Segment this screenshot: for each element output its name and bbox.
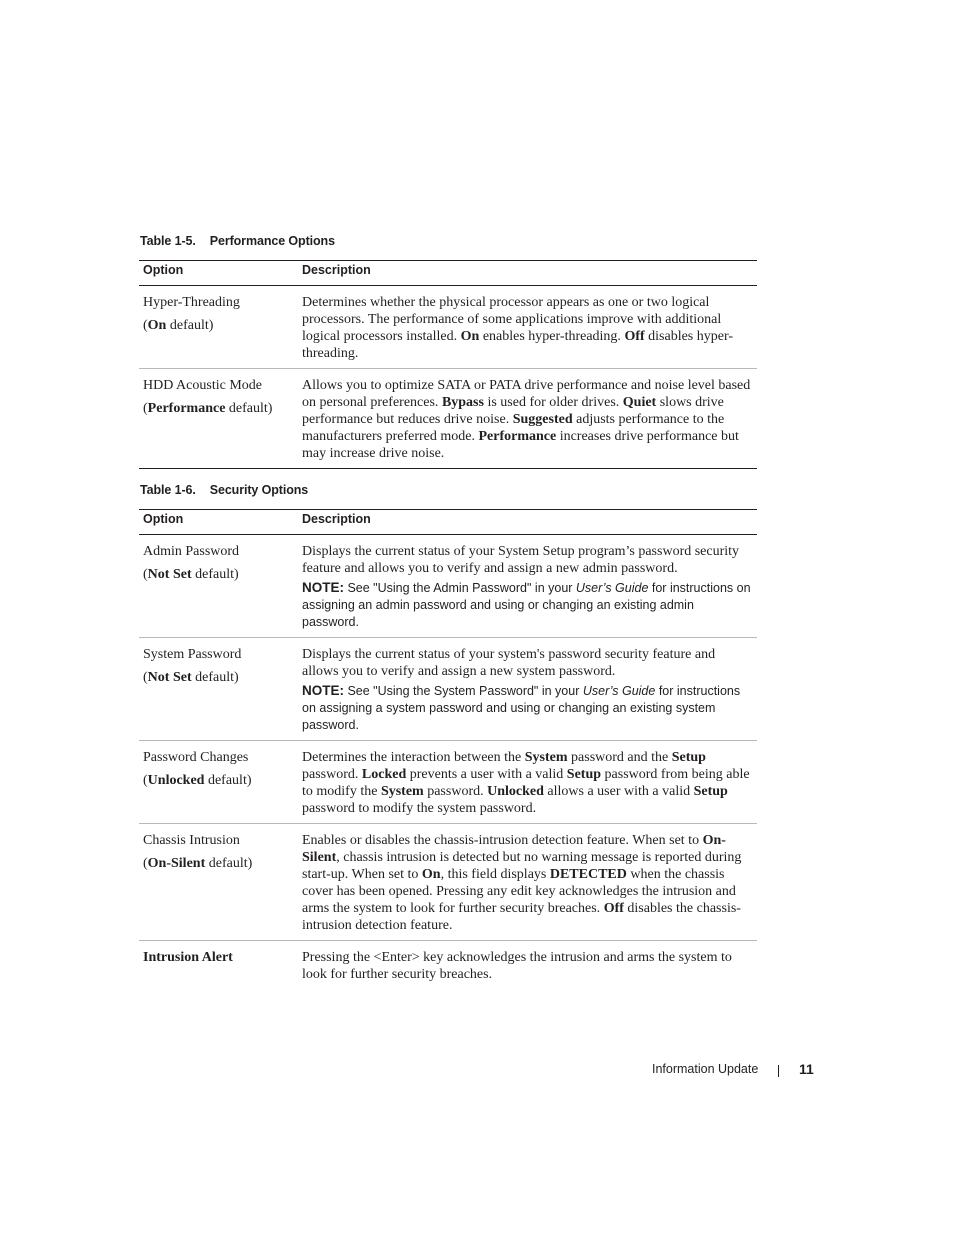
note-label: NOTE: <box>302 580 344 595</box>
header-description: Description <box>298 261 757 286</box>
bold-term: On <box>421 867 441 882</box>
italic-term: User’s Guide <box>582 684 656 698</box>
header-option: Option <box>139 510 298 535</box>
bold-term: Performance <box>478 429 557 444</box>
text-run: Determines whether the physical processor appears as one or two logical processors. The performance of some applications improve with additional logical processors installed. <box>302 295 722 344</box>
paren-open: ( <box>143 567 148 582</box>
option-name: System Password <box>143 647 242 662</box>
text-run: password. <box>302 767 362 782</box>
text-run: for instructions on assigning a system password and using or changing an existing system password. <box>302 684 741 732</box>
default-suffix: default) <box>166 318 214 333</box>
footer-separator <box>778 1065 779 1077</box>
table-row <box>139 535 757 638</box>
bold-term: On <box>460 329 480 344</box>
text-run: allows a user with a valid <box>543 784 694 799</box>
text-run: slows drive performance but reduces drive noise. <box>302 395 724 427</box>
option-cell <box>139 286 298 369</box>
note <box>302 682 753 734</box>
description-text <box>302 377 753 462</box>
option-default <box>143 855 294 872</box>
text-run: Displays the current status of your System Setup program’s password security feature and allows you to verify and assign a new admin password. <box>302 544 740 576</box>
bold-term: Setup <box>693 784 728 799</box>
option-cell <box>139 824 298 941</box>
security-options-table <box>139 509 757 989</box>
paren-open: ( <box>143 670 148 685</box>
option-default <box>143 669 294 686</box>
text-run: when the chassis cover has been opened. Pressing any edit key acknowledges the intrusion and arms the system to look for further security breaches. <box>302 867 736 916</box>
page-number: 11 <box>799 1061 814 1077</box>
bold-term: System <box>380 784 424 799</box>
option-name: HDD Acoustic Mode <box>143 378 262 393</box>
table-caption-title: Security Options <box>209 483 309 497</box>
text-run: Determines the interaction between the <box>302 750 525 765</box>
table-caption-security <box>140 483 308 497</box>
bold-term: Setup <box>671 750 706 765</box>
bold-term: System <box>524 750 568 765</box>
table-caption-number: Table 1-6. <box>140 483 196 497</box>
paren-open: ( <box>143 856 148 871</box>
option-name: Hyper-Threading <box>143 295 240 310</box>
paren-open: ( <box>143 773 148 788</box>
bold-term: Locked <box>361 767 407 782</box>
option-name: Intrusion Alert <box>143 950 233 965</box>
description-cell <box>298 535 757 638</box>
option-name: Admin Password <box>143 544 240 559</box>
option-cell <box>139 741 298 824</box>
text-run: adjusts performance to the manufacturers preferred mode. <box>302 412 725 444</box>
text-run: disables the chassis-intrusion detection feature. <box>302 901 741 933</box>
paren-open: ( <box>143 401 148 416</box>
text-run: Displays the current status of your system's password security feature and allows you to verify and assign a new system password. <box>302 647 716 679</box>
default-value: Performance <box>147 401 226 416</box>
description-text <box>302 832 753 934</box>
table-row <box>139 941 757 990</box>
bold-term: Bypass <box>441 395 484 410</box>
paren-open: ( <box>143 318 148 333</box>
note-label: NOTE: <box>302 683 344 698</box>
text-run: password to modify the system password. <box>302 801 537 816</box>
text-run: for instructions on assigning an admin password and using or changing an existing admin password. <box>302 581 751 629</box>
bold-term: Off <box>624 329 645 344</box>
text-run: increases drive performance but may increase drive noise. <box>302 429 739 461</box>
bold-term: Quiet <box>622 395 657 410</box>
option-cell <box>139 369 298 469</box>
footer-section-title: Information Update <box>652 1062 759 1076</box>
default-suffix: default) <box>204 773 252 788</box>
bold-term: On-Silent <box>302 833 726 865</box>
default-value: On-Silent <box>147 856 206 871</box>
option-name: Chassis Intrusion <box>143 833 240 848</box>
table-header-row <box>139 510 757 535</box>
text-run: password from being able to modify the <box>302 767 750 799</box>
default-value: Not Set <box>147 567 192 582</box>
description-cell <box>298 369 757 469</box>
default-value: Not Set <box>147 670 192 685</box>
text-run: See "Using the Admin Password" in your <box>344 581 576 595</box>
description-text <box>302 294 753 362</box>
table-row <box>139 369 757 469</box>
option-default <box>143 317 294 334</box>
table-caption-title: Performance Options <box>209 234 335 248</box>
table-row <box>139 741 757 824</box>
bold-term: Unlocked <box>487 784 544 799</box>
description-cell <box>298 941 757 990</box>
performance-options-table <box>139 260 757 469</box>
description-text <box>302 749 753 817</box>
default-suffix: default) <box>225 401 273 416</box>
description-text <box>302 949 753 983</box>
option-default <box>143 400 294 417</box>
description-cell <box>298 286 757 369</box>
text-run: password. <box>423 784 488 799</box>
table-row <box>139 638 757 741</box>
option-cell <box>139 941 298 990</box>
bold-term: Setup <box>566 767 602 782</box>
header-description: Description <box>298 510 757 535</box>
text-run: enables hyper-threading. <box>479 329 625 344</box>
default-value: On <box>147 318 167 333</box>
bold-term: DETECTED <box>549 867 627 882</box>
default-value: Unlocked <box>147 773 205 788</box>
note <box>302 579 753 631</box>
description-cell <box>298 824 757 941</box>
default-suffix: default) <box>191 670 239 685</box>
italic-term: User’s Guide <box>575 581 649 595</box>
text-run: Allows you to optimize SATA or PATA drive performance and noise level based on personal preferences. <box>302 378 751 410</box>
option-default <box>143 566 294 583</box>
option-cell <box>139 535 298 638</box>
table-row <box>139 286 757 369</box>
bold-term: Suggested <box>512 412 573 427</box>
description-cell <box>298 741 757 824</box>
text-run: is used for older drives. <box>483 395 623 410</box>
default-suffix: default) <box>191 567 239 582</box>
header-option: Option <box>139 261 298 286</box>
table-row <box>139 824 757 941</box>
table-header-row <box>139 261 757 286</box>
option-name: Password Changes <box>143 750 249 765</box>
text-run: disables hyper-threading. <box>302 329 734 361</box>
text-run: See "Using the System Password" in your <box>344 684 583 698</box>
description-text <box>302 543 753 577</box>
text-run: Enables or disables the chassis-intrusion detection feature. When set to <box>302 833 703 848</box>
option-cell <box>139 638 298 741</box>
text-run: password and the <box>567 750 672 765</box>
default-suffix: default) <box>205 856 253 871</box>
text-run: prevents a user with a valid <box>406 767 567 782</box>
table-caption-number: Table 1-5. <box>140 234 196 248</box>
option-default <box>143 772 294 789</box>
text-run: , this field displays <box>440 867 550 882</box>
bold-term: Off <box>603 901 624 916</box>
text-run: , chassis intrusion is detected but no warning message is reported during start-up. When set to <box>302 850 742 882</box>
text-run: Pressing the <Enter> key acknowledges the intrusion and arms the system to look for further security breaches. <box>302 950 732 982</box>
table-caption-performance <box>140 234 335 248</box>
description-text <box>302 646 753 680</box>
description-cell <box>298 638 757 741</box>
